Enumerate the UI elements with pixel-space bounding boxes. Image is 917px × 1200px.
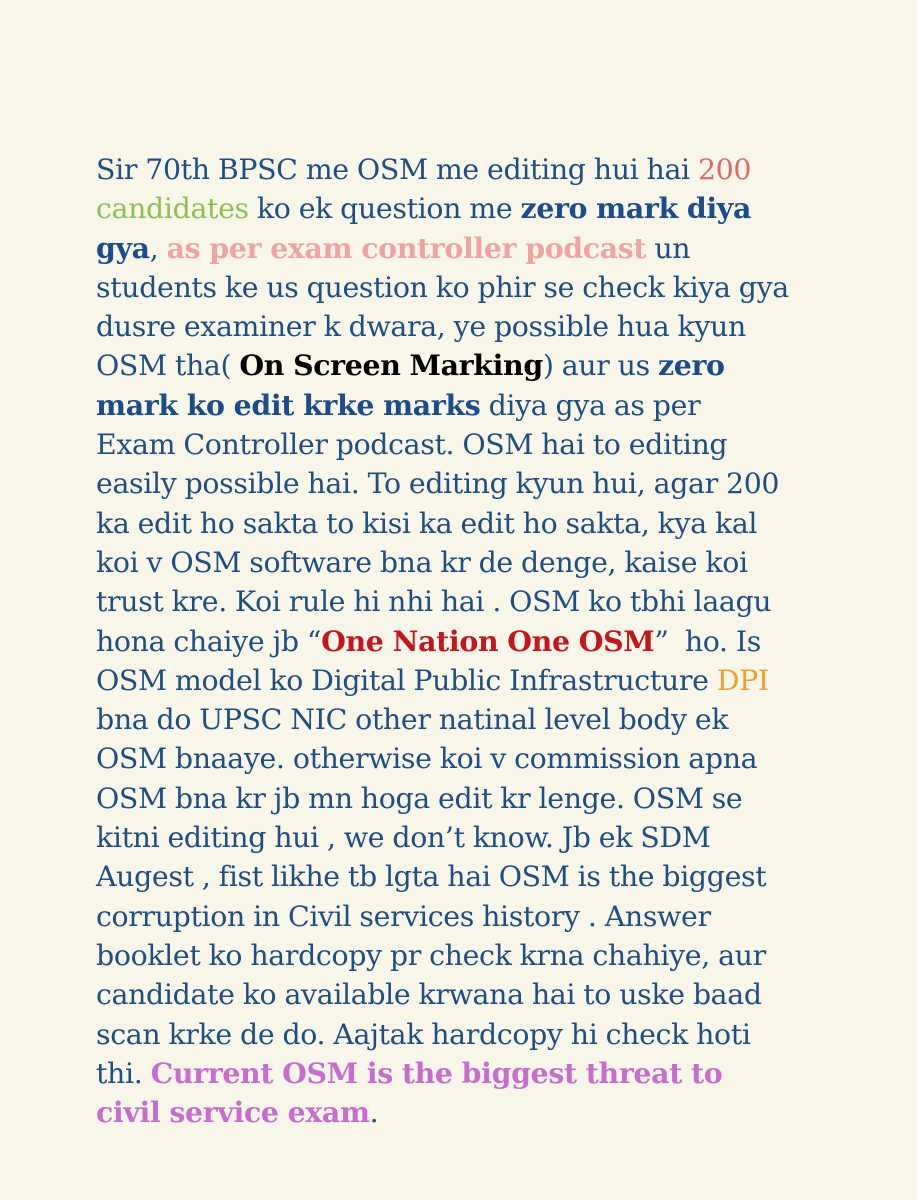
text-segment: ” ho. Is OSM model ko Digital Public Infrastructure	[96, 624, 761, 697]
text-segment: Sir 70th BPSC me OSM me editing hui hai	[96, 153, 698, 186]
highlight-dpi: DPI	[716, 663, 769, 697]
text-segment: bna do UPSC NIC other natinal level body ek OSM bnaaye. otherwise koi v commission apna OSM bna kr jb mn hoga edit kr lenge. OSM se kitni editing hui , we don’t know. Jb ek SDM Augest , fist likhe tb lgta hai OSM is the biggest corruption in Civil services history . Answer booklet ko hardcopy pr check krna chahiye, aur candidate ko available krwana hai to uske baad scan krke de do. Aajtak hardcopy hi check hoti thi.	[96, 703, 767, 1090]
emphasis-closing-statement: Current OSM is the biggest threat to civil service exam	[96, 1055, 723, 1130]
text-segment: un students ke us question ko phir se check kiya gya dusre examiner k dwara, ye possible hua kyun OSM tha(	[96, 231, 789, 383]
highlight-number-200: 200	[697, 153, 752, 186]
text-segment: diya gya as per Exam Controller podcast. OSM hai to editing easily possible hai. To editing kyun hui, agar 200 ka edit ho sakta to kisi ka edit ho sakta, kya kal koi v OSM software bna kr de denge, kaise koi trust kre. Koi rule hi nhi hai . OSM ko tbhi laagu hona chaiye jb “	[96, 388, 780, 658]
note-body-text	[96, 150, 836, 1132]
emphasis-on-screen-marking: On Screen Marking	[239, 348, 543, 383]
text-segment: ko ek question me	[248, 192, 521, 226]
text-segment: ) aur us	[542, 349, 658, 383]
emphasis-zero-mark-edit: zero mark ko edit krke marks	[96, 348, 725, 422]
text-segment: ,	[149, 231, 167, 265]
emphasis-exam-controller-podcast: as per exam controller podcast	[166, 230, 647, 265]
closing-period: .	[369, 1096, 379, 1130]
emphasis-zero-mark-diya-gya: zero mark diya gya	[96, 191, 751, 265]
highlight-candidates: candidates	[96, 192, 249, 226]
emphasis-one-nation-one-osm: One Nation One OSM	[321, 623, 655, 658]
